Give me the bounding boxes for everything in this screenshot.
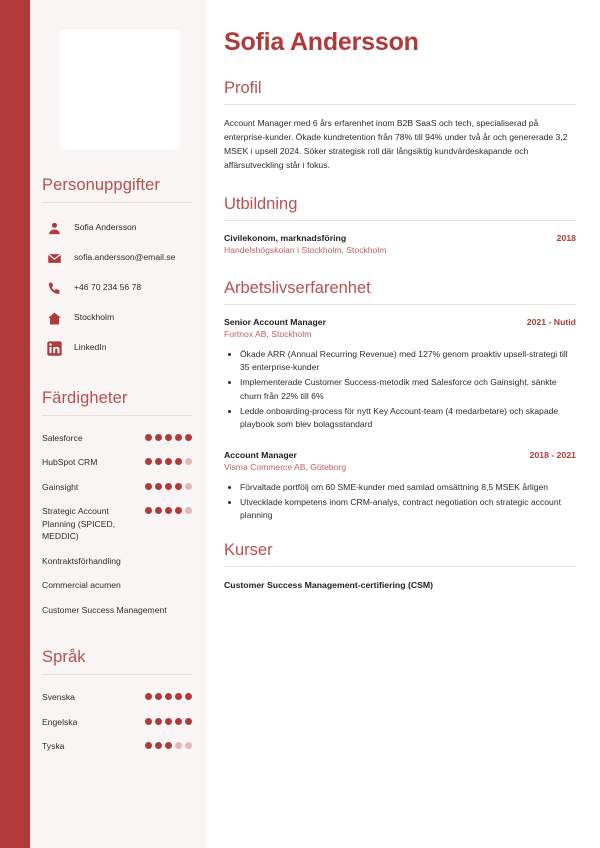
rating-dot xyxy=(185,483,192,490)
profile-photo-placeholder xyxy=(60,30,180,150)
language-label: Engelska xyxy=(42,716,78,727)
education-list xyxy=(224,233,576,255)
languages-heading: Språk xyxy=(42,648,86,667)
rating-dot xyxy=(185,718,192,725)
language-item xyxy=(42,734,192,758)
bullet-item: • Implementerade Customer Success-metodik med Salesforce och Gainsight, sänkte churn från 22% till 6% xyxy=(240,376,576,403)
entry-title: Civilekonom, marknadsföring xyxy=(224,232,347,243)
rating-dot xyxy=(165,742,172,749)
entry-date: 2018 - 2021 xyxy=(529,449,576,460)
rating-dot xyxy=(145,718,152,725)
contact-value: Stockholm xyxy=(74,312,115,323)
profile-summary-text: Account Manager med 6 års erfarenhet inom B2B SaaS och tech, specialiserad på enterprise-kunder. Ökade kundretention från 78% till 94% under två år och genererade 3,2 MSEK i upsell 2024. Söker strategisk roll där långsiktig kundvärdeskapande och affärsutveckling står i fokus. xyxy=(224,118,568,170)
linkedin-icon xyxy=(42,341,66,356)
bullet-item: • Ökade ARR (Annual Recurring Revenue) med 127% genom proaktiv upsell-strategi till 35 enterprise-kunder xyxy=(240,348,576,375)
languages-list xyxy=(42,685,192,758)
rating-dots xyxy=(145,456,192,465)
person-icon xyxy=(42,221,66,236)
skill-item xyxy=(42,475,192,499)
contact-item[interactable] xyxy=(42,303,192,333)
rating-dot xyxy=(145,693,152,700)
rating-dot xyxy=(175,434,182,441)
rating-dots xyxy=(145,481,192,490)
rating-dot xyxy=(175,742,182,749)
skill-item xyxy=(42,499,192,548)
bullet-item: • Ledde onboarding-process för nytt Key Account-team (4 medarbetare) och skapade playbook som blev bolagsstandard xyxy=(240,405,576,432)
rating-dot xyxy=(185,507,192,514)
section-divider xyxy=(224,104,576,105)
education-entry xyxy=(224,233,576,255)
skill-label: Salesforce xyxy=(42,433,83,443)
section-divider xyxy=(224,220,576,221)
rating-dot xyxy=(165,483,172,490)
skills-heading: Färdigheter xyxy=(42,389,128,407)
home-icon xyxy=(42,311,66,326)
rating-dot xyxy=(145,434,152,441)
rating-dot xyxy=(185,458,192,465)
section-divider xyxy=(42,415,192,416)
rating-dot xyxy=(165,507,172,514)
skills-list xyxy=(42,426,192,622)
envelope-icon xyxy=(42,251,66,266)
rating-dot xyxy=(165,434,172,441)
rating-dot xyxy=(155,718,162,725)
rating-dot xyxy=(165,458,172,465)
language-item xyxy=(42,710,192,734)
bullet-item: • Utvecklade kompetens inom CRM-analys, contract negotiation och strategic account planning xyxy=(240,496,576,523)
contact-value: sofia.andersson@email.se xyxy=(74,252,176,263)
rating-dot xyxy=(155,434,162,441)
contact-value: +46 70 234 56 78 xyxy=(74,282,142,293)
skill-label: Gainsight xyxy=(42,481,79,492)
courses-heading: Kurser xyxy=(224,540,273,559)
entry-header xyxy=(224,450,576,460)
contact-value: LinkedIn xyxy=(74,342,107,353)
photo-container xyxy=(30,0,206,150)
contact-value: Sofia Andersson xyxy=(74,222,137,233)
entry-title: Senior Account Manager xyxy=(224,316,327,327)
education-heading: Utbildning xyxy=(224,194,298,213)
entry-title: Account Manager xyxy=(224,449,297,460)
rating-dots xyxy=(145,432,192,441)
rating-dots xyxy=(145,505,192,514)
rating-dot xyxy=(175,458,182,465)
bullet-item: • Förvaltade portfölj om 60 SME-kunder med samlad omsättning 8,5 MSEK årligen xyxy=(240,481,576,494)
section-divider xyxy=(42,202,192,203)
skill-item xyxy=(42,573,192,597)
section-divider xyxy=(42,674,192,675)
main-content xyxy=(206,0,600,848)
entry-subtitle: Handelshögskolan i Stockholm, Stockholm xyxy=(224,244,387,255)
rating-dot xyxy=(175,693,182,700)
skill-item xyxy=(42,549,192,573)
rating-dot xyxy=(145,483,152,490)
contact-item[interactable] xyxy=(42,243,192,273)
courses-list xyxy=(224,579,576,592)
rating-dot xyxy=(175,718,182,725)
rating-dot xyxy=(165,693,172,700)
section-divider xyxy=(224,304,576,305)
skill-item xyxy=(42,450,192,474)
rating-dots xyxy=(145,740,192,749)
language-label: Tyska xyxy=(42,740,65,751)
rating-dot xyxy=(155,742,162,749)
left-accent-stripe xyxy=(0,0,30,848)
contact-item[interactable] xyxy=(42,273,192,303)
language-label: Svenska xyxy=(42,692,75,703)
entry-subtitle: Fortnox AB, Stockholm xyxy=(224,328,312,339)
skill-label: HubSpot CRM xyxy=(42,457,98,468)
rating-dots xyxy=(145,691,192,700)
rating-dot xyxy=(155,458,162,465)
rating-dot xyxy=(145,742,152,749)
language-item xyxy=(42,685,192,709)
entry-subtitle: Visma Commerce AB, Göteborg xyxy=(224,461,347,472)
rating-dot xyxy=(175,507,182,514)
rating-dot xyxy=(175,483,182,490)
rating-dot xyxy=(185,434,192,441)
contact-item[interactable] xyxy=(42,333,192,363)
skill-label: Kontraktsförhandling xyxy=(42,555,121,566)
entry-date: 2018 xyxy=(556,232,576,243)
section-divider xyxy=(224,566,576,567)
entry-header xyxy=(224,233,576,243)
contact-item[interactable] xyxy=(42,213,192,243)
rating-dot xyxy=(145,507,152,514)
experience-list xyxy=(224,317,576,523)
experience-entry xyxy=(224,317,576,432)
rating-dot xyxy=(165,718,172,725)
rating-dot xyxy=(155,507,162,514)
skill-item xyxy=(42,598,192,622)
entry-date: 2021 - Nutid xyxy=(526,316,576,327)
course-title: Customer Success Management-certifiering (CSM) xyxy=(224,579,434,590)
skill-label: Customer Success Management xyxy=(42,604,167,615)
experience-heading: Arbetslivserfarenhet xyxy=(224,278,371,297)
phone-icon xyxy=(42,281,66,296)
rating-dot xyxy=(145,458,152,465)
experience-entry xyxy=(224,450,576,523)
entry-header xyxy=(224,317,576,327)
contact-list xyxy=(42,213,192,363)
rating-dot xyxy=(155,483,162,490)
skill-label: Strategic Account Planning (SPICED, MEDDIC) xyxy=(42,506,116,542)
skill-item xyxy=(42,426,192,450)
rating-dot xyxy=(155,693,162,700)
personal-details-heading: Personuppgifter xyxy=(42,176,160,194)
rating-dot xyxy=(185,693,192,700)
sidebar xyxy=(30,0,206,848)
entry-bullet-list xyxy=(224,348,576,432)
rating-dots xyxy=(145,716,192,725)
profile-heading: Profil xyxy=(224,79,262,97)
entry-bullet-list xyxy=(224,481,576,523)
rating-dot xyxy=(185,742,192,749)
skill-label: Commercial acumen xyxy=(42,580,121,591)
page-title: Sofia Andersson xyxy=(224,28,419,56)
